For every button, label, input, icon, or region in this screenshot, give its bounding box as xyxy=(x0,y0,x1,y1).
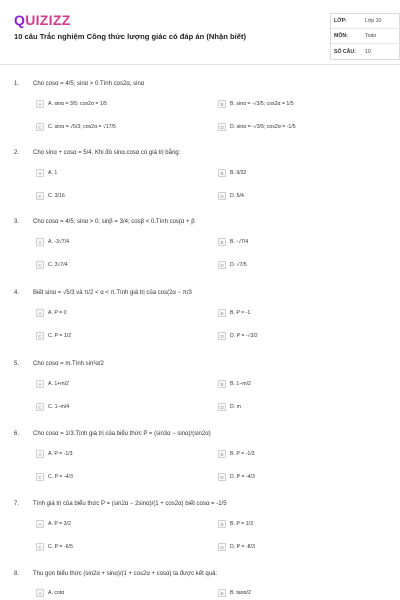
option-text: A. 1+m/2 xyxy=(48,381,72,387)
question-number: 1. xyxy=(14,81,20,87)
option-text: D. P = -4/3 xyxy=(230,474,258,480)
question-number: 5. xyxy=(14,361,20,367)
meta-row-subject xyxy=(331,29,399,44)
logo-text: UIZIZZ xyxy=(25,12,71,28)
question-3 xyxy=(14,215,386,268)
option-key: D xyxy=(218,473,226,481)
option-d[interactable] xyxy=(218,259,250,271)
option-key: B xyxy=(218,380,226,388)
option-text: B. P = 1/3 xyxy=(230,521,256,527)
option-text: C. 1−m/4 xyxy=(48,404,72,410)
worksheet-header xyxy=(14,10,386,70)
option-key: A xyxy=(36,520,44,528)
option-key: B xyxy=(218,238,226,246)
option-a[interactable] xyxy=(36,307,70,319)
question-text: Cho cosα = 4/5; sinα > 0; sinβ = 3/4; cosβ < 0.Tính cos(α + β xyxy=(33,219,195,225)
option-text: B. sinα = -√3/5; cos2α = 1/5 xyxy=(230,101,297,107)
option-key: C xyxy=(36,192,44,200)
question-number: 8. xyxy=(14,571,20,577)
option-text: D. sinα = -√3/5; cos2α = -1/5 xyxy=(230,124,299,130)
option-key: B xyxy=(218,100,226,108)
option-d[interactable] xyxy=(218,541,258,553)
question-1 xyxy=(14,77,386,130)
option-text: A. P = -1/3 xyxy=(48,451,76,457)
option-key: A xyxy=(36,380,44,388)
option-text: C. 3√7/4 xyxy=(48,262,71,268)
question-text: Cho sinα + cosα = 5/4. Khi đó sinα.cosα có giá trị bằng: xyxy=(33,150,181,156)
meta-value: 10 xyxy=(365,48,371,55)
option-a[interactable] xyxy=(36,236,72,248)
option-key: D xyxy=(218,332,226,340)
option-key: B xyxy=(218,309,226,317)
quizizz-logo xyxy=(14,12,71,28)
question-2 xyxy=(14,146,386,199)
meta-label: LỚP: xyxy=(334,18,347,24)
option-key: A xyxy=(36,169,44,177)
option-key: C xyxy=(36,261,44,269)
option-b[interactable] xyxy=(218,587,254,599)
option-b[interactable] xyxy=(218,167,249,179)
question-number: 4. xyxy=(14,290,20,296)
meta-label: MÔN: xyxy=(334,33,348,39)
option-text: C. P = -6/5 xyxy=(48,544,76,550)
question-text: Cho cosα = m.Tính sin²α/2 xyxy=(33,361,104,367)
option-b[interactable] xyxy=(218,236,251,248)
option-text: D. 5/4 xyxy=(230,193,247,199)
option-text: A. cotα xyxy=(48,590,67,596)
option-key: D xyxy=(218,543,226,551)
meta-row-count xyxy=(331,44,399,59)
option-text: C. P = 1/2 xyxy=(48,333,74,339)
option-a[interactable] xyxy=(36,98,110,110)
meta-row-class xyxy=(331,14,399,29)
option-text: B. -√7/4 xyxy=(230,239,251,245)
option-d[interactable] xyxy=(218,471,258,483)
question-number: 7. xyxy=(14,501,20,507)
option-b[interactable] xyxy=(218,378,254,390)
meta-value: Lớp 10 xyxy=(365,18,382,24)
option-text: B. P = -1/3 xyxy=(230,451,258,457)
question-text: Cho cosα = 4/5; sinα > 0.Tính cos2α, sinα xyxy=(33,81,145,87)
option-text: B. P = -1 xyxy=(230,310,253,316)
option-a[interactable] xyxy=(36,378,72,390)
option-c[interactable] xyxy=(36,471,76,483)
meta-label: SỐ CÂU: xyxy=(334,48,356,55)
option-key: D xyxy=(218,123,226,131)
option-key: D xyxy=(218,261,226,269)
question-8 xyxy=(14,567,386,596)
option-key: B xyxy=(218,169,226,177)
option-key: C xyxy=(36,332,44,340)
option-key: A xyxy=(36,100,44,108)
option-text: D. P = -√3/2 xyxy=(230,333,261,339)
question-5 xyxy=(14,357,386,410)
option-text: D. m xyxy=(230,404,244,410)
option-key: A xyxy=(36,589,44,597)
option-text: A. sinα = 3/5; cos2α = 1/5 xyxy=(48,101,110,107)
option-key: B xyxy=(218,450,226,458)
option-a[interactable] xyxy=(36,448,76,460)
option-text: D. P = -8/3 xyxy=(230,544,258,550)
option-text: C. 3/16 xyxy=(48,193,68,199)
option-d[interactable] xyxy=(218,190,247,202)
option-text: A. P = 0 xyxy=(48,310,70,316)
option-key: C xyxy=(36,123,44,131)
option-b[interactable] xyxy=(218,518,256,530)
option-key: B xyxy=(218,520,226,528)
option-c[interactable] xyxy=(36,401,72,413)
header-divider xyxy=(0,64,400,65)
option-text: B. 9/32 xyxy=(230,170,249,176)
question-text: Biết sinα = √5/3 và π/2 < α < π.Tính giá trị của cos(2α − π/3 xyxy=(33,290,192,296)
option-b[interactable] xyxy=(218,307,253,319)
option-a[interactable] xyxy=(36,518,74,530)
option-a[interactable] xyxy=(36,167,60,179)
option-d[interactable] xyxy=(218,401,244,413)
worksheet-meta-table xyxy=(330,13,400,60)
option-c[interactable] xyxy=(36,330,74,342)
option-key: C xyxy=(36,473,44,481)
question-text: Thu gọn biểu thức (sin2α + sinα)/(1 + cos2α + cosα) ta được kết quả: xyxy=(33,571,218,577)
option-key: A xyxy=(36,309,44,317)
option-key: A xyxy=(36,450,44,458)
question-number: 3. xyxy=(14,219,20,225)
option-b[interactable] xyxy=(218,448,258,460)
question-6 xyxy=(14,427,386,480)
option-key: B xyxy=(218,589,226,597)
question-text: Cho cosα = 1/3.Tính giá trị của biểu thức P = (sin3α − sinα)/(sin2α) xyxy=(33,431,211,437)
option-key: D xyxy=(218,192,226,200)
option-c[interactable] xyxy=(36,121,119,133)
option-d[interactable] xyxy=(218,330,261,342)
option-key: C xyxy=(36,543,44,551)
question-4 xyxy=(14,286,386,339)
option-text: B. 1−m/2 xyxy=(230,381,254,387)
logo-q: Q xyxy=(14,12,26,28)
option-text: B. tanα/2 xyxy=(230,590,254,596)
question-text: Tính giá trị của biểu thức P = (sin2α − 2sinα)/(1 + cos2α) biết cosα = -1/5 xyxy=(33,501,227,507)
option-b[interactable] xyxy=(218,98,297,110)
option-d[interactable] xyxy=(218,121,299,133)
option-text: A. 1 xyxy=(48,170,60,176)
option-text: C. sinα = √5/3; cos2α = √17/5 xyxy=(48,124,119,130)
option-key: A xyxy=(36,238,44,246)
option-key: C xyxy=(36,403,44,411)
option-text: A. -3√7/4 xyxy=(48,239,72,245)
option-key: D xyxy=(218,403,226,411)
option-a[interactable] xyxy=(36,587,67,599)
option-c[interactable] xyxy=(36,259,71,271)
option-text: A. P = 3/2 xyxy=(48,521,74,527)
question-7 xyxy=(14,497,386,550)
option-text: D. √7/5 xyxy=(230,262,250,268)
option-text: C. P = -4/3 xyxy=(48,474,76,480)
meta-value: Toán xyxy=(365,33,377,39)
question-number: 2. xyxy=(14,150,20,156)
worksheet-title: 10 câu Trắc nghiệm Công thức lượng giác có đáp án (Nhận biết) xyxy=(14,32,247,41)
option-c[interactable] xyxy=(36,541,76,553)
question-number: 6. xyxy=(14,431,20,437)
option-c[interactable] xyxy=(36,190,68,202)
